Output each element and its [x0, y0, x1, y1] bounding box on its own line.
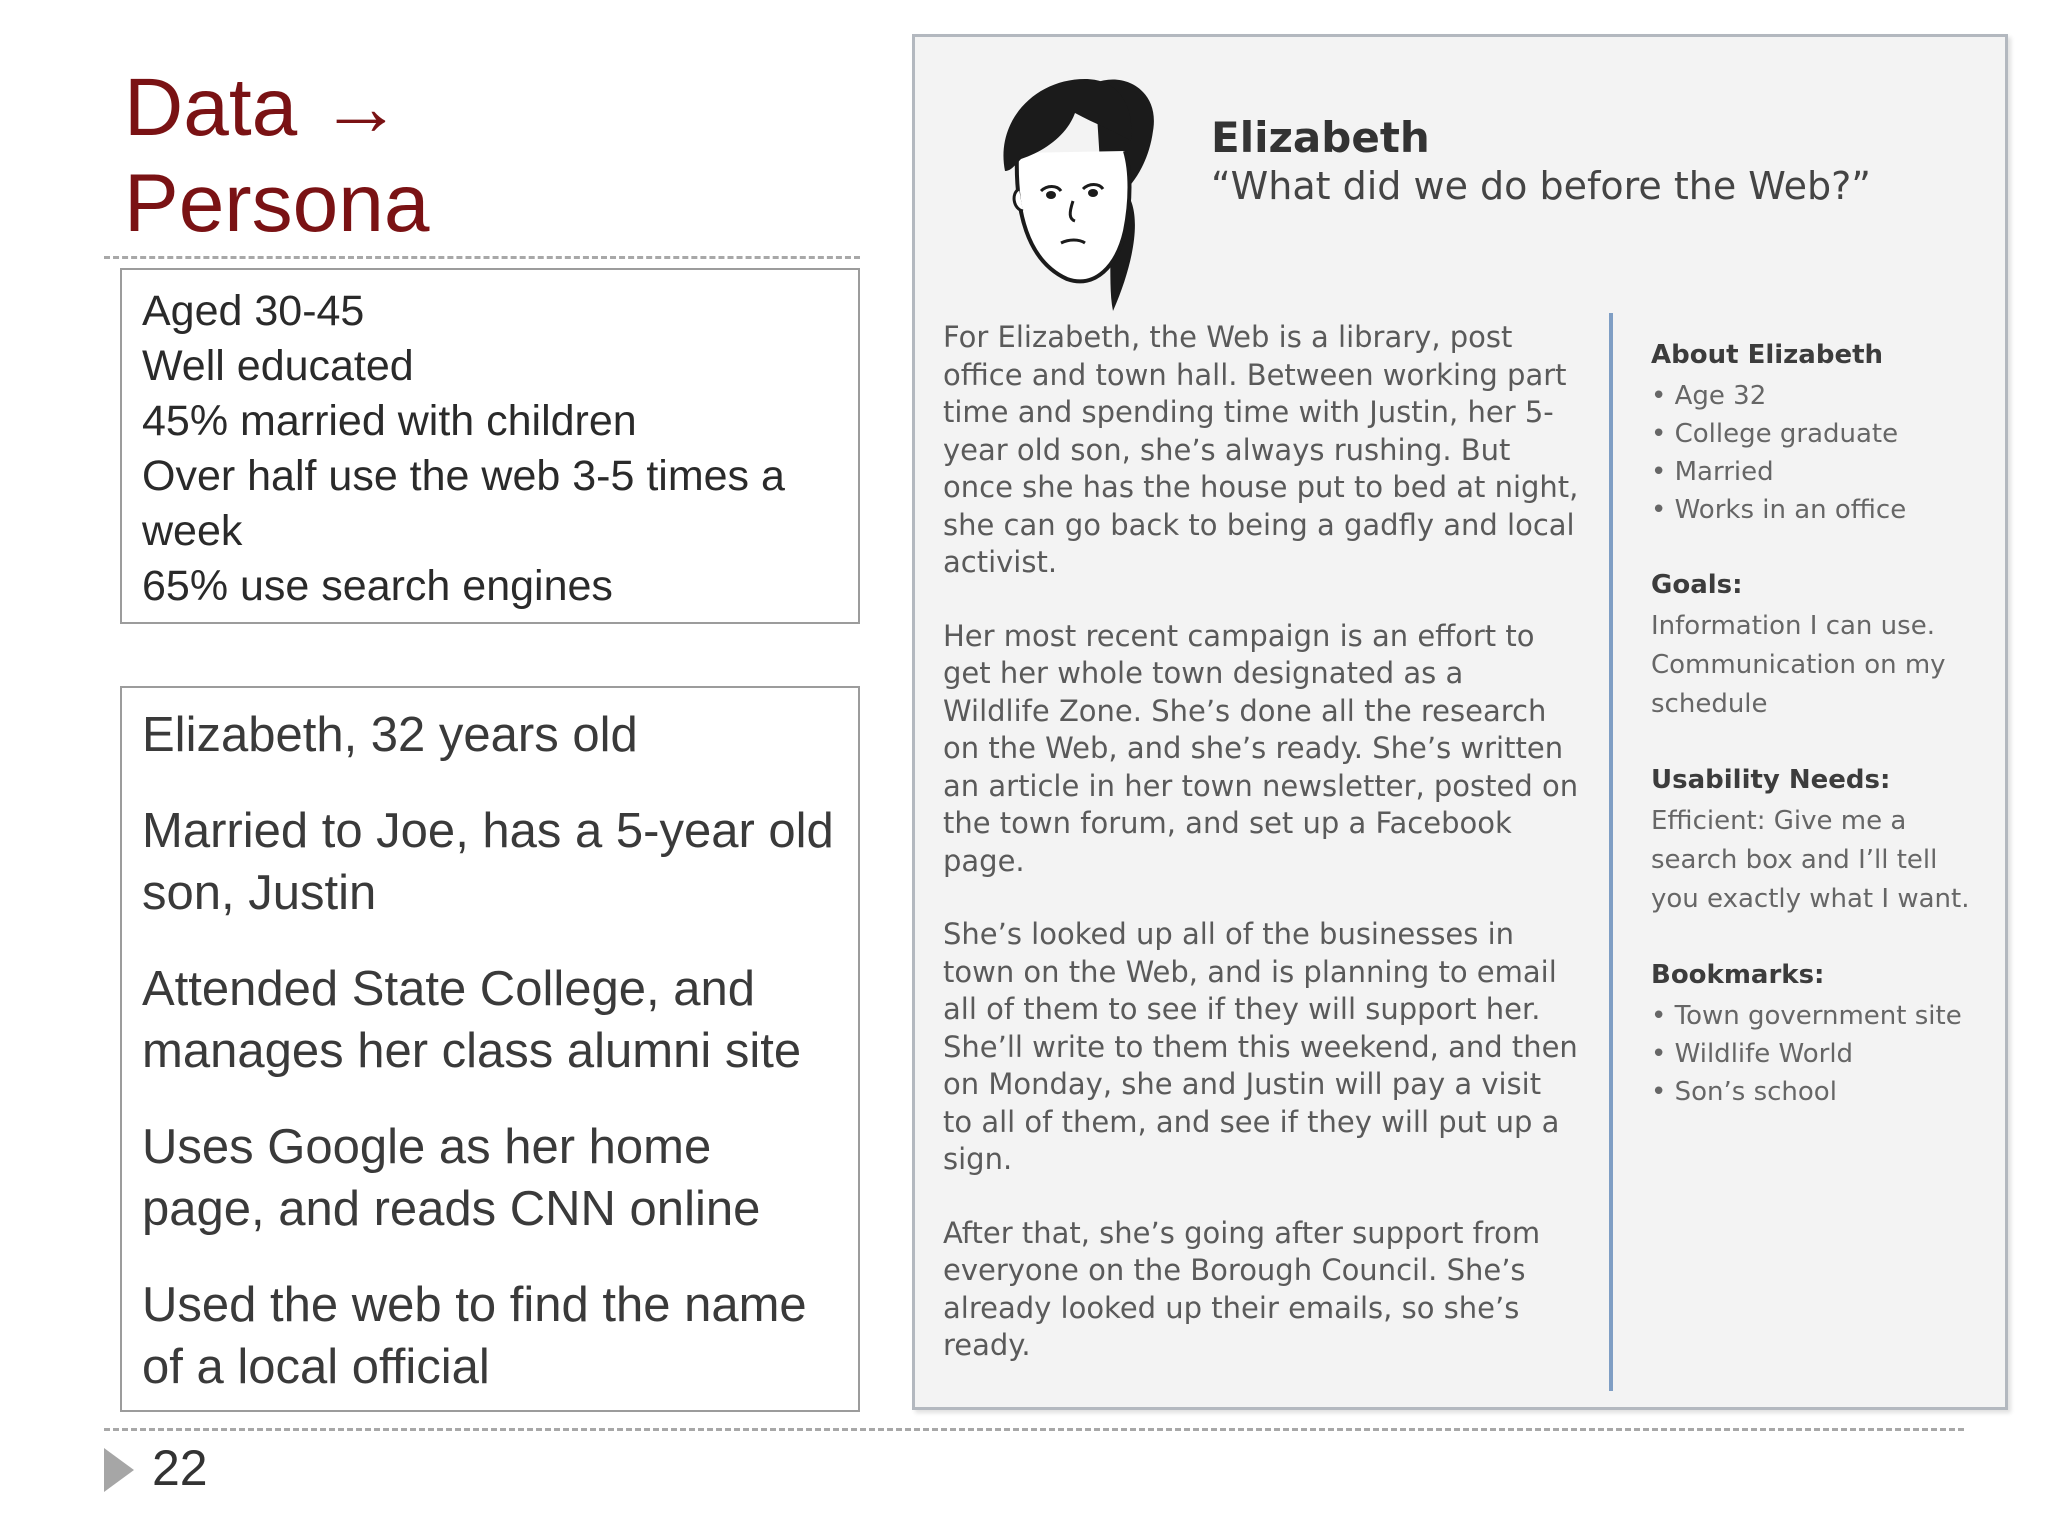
data-facts-box	[120, 268, 860, 624]
data-fact: Over half use the web 3-5 times a week	[142, 452, 785, 555]
bottom-divider	[104, 1428, 1964, 1431]
usability-section	[1651, 762, 1991, 919]
persona-quote: “What did we do before the Web?”	[1211, 164, 1871, 208]
story-paragraph: Her most recent campaign is an effort to get her whole town designated as a Wildlife Zone. She’s done all the research on the Web, and she’s ready. She’s written an article in her town newsletter, posted on the town forum, and set up a Facebook page.	[943, 618, 1579, 878]
slide-title-line-1: Data →	[124, 62, 402, 153]
persona-fact: Used the web to find the name of a local official	[142, 1278, 807, 1394]
goals-section	[1651, 567, 1991, 724]
bookmark-item: • Wildlife World	[1651, 1039, 1854, 1069]
persona-name: Elizabeth	[1211, 113, 1430, 162]
persona-fact: Married to Joe, has a 5-year old son, Justin	[142, 804, 834, 920]
persona-fact: Attended State College, and manages her class alumni site	[142, 962, 802, 1078]
data-fact: 45% married with children	[142, 397, 637, 445]
bookmarks-heading: Bookmarks:	[1651, 960, 1825, 990]
about-item: • Age 32	[1651, 381, 1767, 411]
bookmark-item: • Son’s school	[1651, 1077, 1837, 1107]
about-item: • Works in an office	[1651, 495, 1907, 525]
about-section	[1651, 337, 1991, 529]
slide-title-line-2: Persona	[124, 158, 430, 249]
top-divider	[104, 256, 860, 259]
story-paragraph: She’s looked up all of the businesses in town on the Web, and is planning to email all of them to see if they will support her. She’ll write to them this weekend, and then on Monday, she and Justin will pay a visit to all of them, and see if they will put up a sign.	[943, 917, 1578, 1176]
story-paragraph: For Elizabeth, the Web is a library, post office and town hall. Between working part time and spending time with Justin, her 5-year old son, she’s always rushing. But once she has the house put to bed at night, she can go back to being a gadfly and local activist.	[943, 320, 1579, 579]
persona-avatar-icon	[975, 61, 1165, 321]
usability-text: Efficient: Give me a search box and I’ll tell you exactly what I want.	[1651, 806, 1970, 914]
about-item: • Married	[1651, 457, 1774, 487]
persona-fact: Elizabeth, 32 years old	[142, 708, 638, 762]
data-fact: 65% use search engines	[142, 562, 613, 610]
goals-heading: Goals:	[1651, 570, 1743, 600]
persona-fact: Uses Google as her home page, and reads CNN online	[142, 1120, 761, 1236]
bookmarks-section	[1651, 957, 1991, 1111]
about-item: • College graduate	[1651, 419, 1899, 449]
usability-heading: Usability Needs:	[1651, 765, 1891, 795]
data-fact: Well educated	[142, 342, 414, 390]
persona-story	[943, 319, 1579, 1401]
bookmark-item: • Town government site	[1651, 1001, 1962, 1031]
slide-marker-triangle-icon	[104, 1448, 134, 1492]
column-divider	[1609, 313, 1613, 1391]
goals-text: Information I can use. Communication on my schedule	[1651, 611, 1946, 719]
slide-title	[124, 60, 824, 252]
persona-card	[912, 34, 2008, 1410]
persona-facts-box	[120, 686, 860, 1412]
story-paragraph: After that, she’s going after support from everyone on the Borough Council. She’s already looked up their emails, so she’s ready.	[943, 1215, 1541, 1362]
persona-sidebar	[1651, 337, 1991, 1149]
data-fact: Aged 30-45	[142, 287, 365, 335]
about-heading: About Elizabeth	[1651, 340, 1884, 370]
slide-number: 22	[152, 1440, 208, 1496]
